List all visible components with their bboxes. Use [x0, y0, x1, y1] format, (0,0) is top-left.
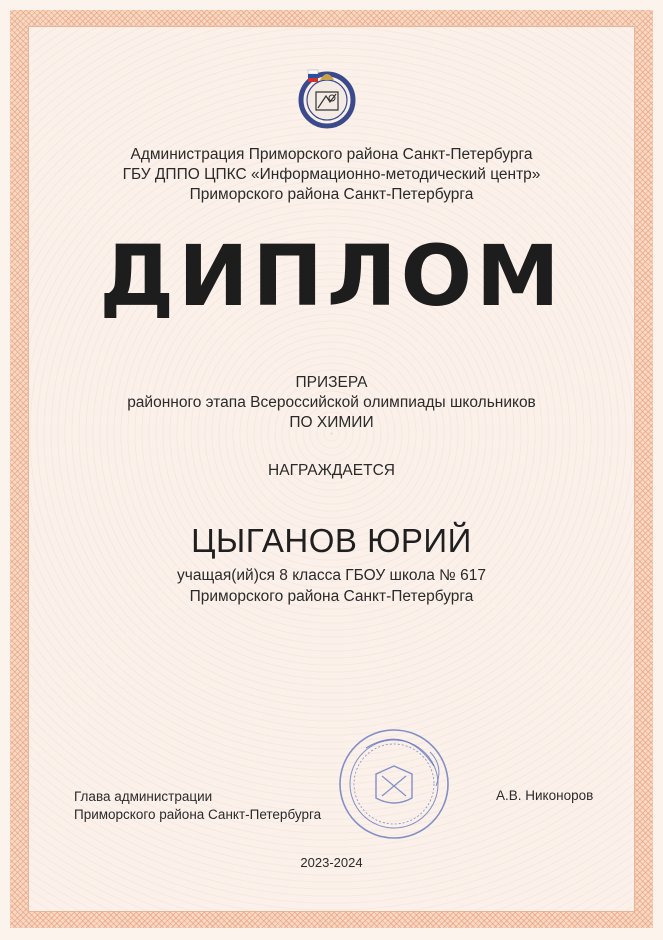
signatory-name: А.В. Никоноров — [496, 788, 594, 803]
signatory-position-line: Глава администрации — [74, 789, 213, 804]
organization-line: Приморского района Санкт-Петербурга — [189, 186, 474, 203]
student-info — [0, 565, 663, 607]
recipient-name: ЦЫГАНОВ ЮРИЙ — [191, 522, 472, 559]
awarded-label: НАГРАЖДАЕТСЯ — [268, 462, 395, 479]
award-description — [0, 373, 663, 433]
official-seal-icon — [336, 726, 452, 842]
academic-year: 2023-2024 — [300, 855, 363, 870]
diploma-title: ДИПЛОМ — [99, 227, 564, 325]
organization-line: ГБУ ДППО ЦПКС «Информационно-методический центр» — [122, 166, 541, 183]
award-line: ПО ХИМИИ — [289, 414, 374, 431]
olympiad-emblem-icon — [296, 62, 358, 130]
award-line: районного этапа Всероссийской олимпиады школьников — [127, 394, 536, 411]
signatory-position — [74, 788, 321, 824]
organization-line: Администрация Приморского района Санкт-Петербурга — [130, 146, 533, 163]
student-line: Приморского района Санкт-Петербурга — [189, 588, 474, 605]
organization-header — [0, 145, 663, 205]
student-line: учащая(ий)ся 8 класса ГБОУ школа № 617 — [177, 567, 486, 584]
award-line: ПРИЗЕРА — [295, 374, 368, 391]
signatory-position-line: Приморского района Санкт-Петербурга — [74, 807, 322, 822]
